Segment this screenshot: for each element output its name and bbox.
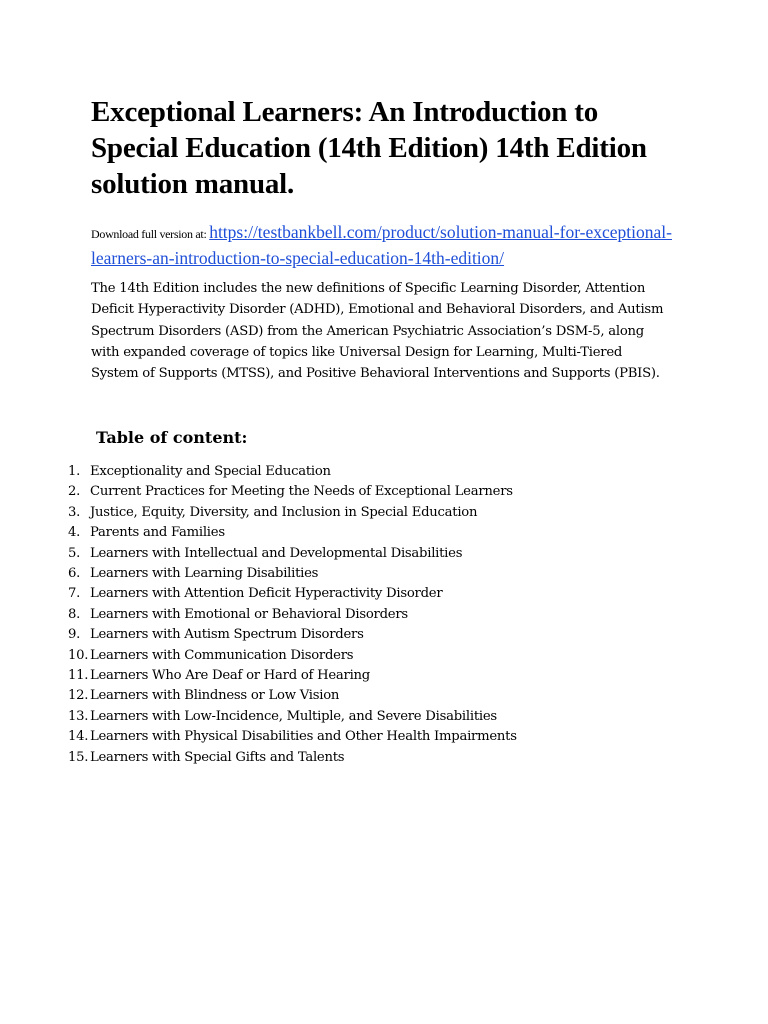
toc-item-15 (68, 748, 688, 768)
toc-item-text: Learners with Learning Disabilities (90, 566, 319, 582)
toc-item-text: Current Practices for Meeting the Needs of Exceptional Learners (90, 484, 513, 500)
toc-item-6 (68, 564, 688, 584)
toc-item-text: Learners Who Are Deaf or Hard of Hearing (90, 668, 370, 684)
toc-item-8 (68, 605, 688, 625)
toc-item-number: 12. (68, 688, 89, 704)
toc-item-text: Learners with Attention Deficit Hyperactivity Disorder (90, 586, 443, 602)
toc-item-text: Exceptionality and Special Education (90, 464, 331, 479)
toc-item-number: 5. (68, 545, 81, 561)
toc-item-4 (68, 523, 688, 543)
toc-item-number: 7. (68, 586, 81, 602)
toc-item-text: Learners with Emotional or Behavioral Disorders (90, 606, 408, 622)
toc-item-5 (68, 544, 688, 564)
toc-item-7 (68, 584, 688, 604)
toc-item-text: Learners with Intellectual and Developmental Disabilities (90, 545, 463, 561)
toc-item-number: 3. (68, 504, 81, 520)
toc-item-text: Learners with Autism Spectrum Disorders (90, 627, 364, 643)
toc-item-9 (68, 625, 688, 645)
toc-item-3 (68, 503, 688, 523)
toc-item-number: 13. (68, 708, 89, 724)
toc-item-number: 11. (68, 668, 89, 684)
toc-item-1 (68, 462, 688, 482)
toc-item-number: 10. (68, 647, 89, 663)
intro-paragraph: The 14th Edition includes the new definitions of Specific Learning Disorder, Attention Deficit Hyperactivity Disorder (ADHD), Emotional and Behavioral Disorders, and Autism Spectrum Disorders (ASD) from the American Psychiatric Association’s DSM-5, along with expanded coverage of topics like Universal Design for Learning, Multi-Tiered System of Supports (MTSS), and Positive Behavioral Interventions and Supports (PBIS). (91, 281, 664, 382)
toc-item-text: Justice, Equity, Diversity, and Inclusion in Special Education (90, 504, 478, 520)
toc-item-text: Parents and Families (90, 525, 225, 541)
toc-item-2 (68, 482, 688, 502)
download-line (91, 220, 691, 270)
toc-heading: Table of content: (96, 428, 248, 447)
toc-item-text: Learners with Special Gifts and Talents (90, 749, 345, 765)
toc-item-text: Learners with Communication Disorders (90, 647, 354, 663)
toc-item-text: Learners with Physical Disabilities and Other Health Impairments (90, 729, 517, 745)
toc-item-13 (68, 707, 688, 727)
toc-item-text: Learners with Blindness or Low Vision (90, 688, 340, 704)
toc-item-12 (68, 686, 688, 706)
download-link[interactable]: https://testbankbell.com/product/solution-manual-for-exceptional-learners-an-introduction-to-special-education-14th-edition/ (91, 222, 672, 268)
toc-item-number: 6. (68, 566, 81, 582)
toc-item-number: 14. (68, 729, 89, 745)
toc-list (68, 462, 688, 768)
download-label: Download full version at: (91, 227, 210, 241)
document-title: Exceptional Learners: An Introduction to Special Education (14th Edition) 14th Edition solution manual. (91, 96, 647, 200)
toc-item-number: 9. (68, 627, 81, 643)
toc-item-14 (68, 727, 688, 747)
toc-item-number: 8. (68, 606, 81, 622)
toc-item-number: 2. (68, 484, 81, 500)
toc-item-11 (68, 666, 688, 686)
toc-item-10 (68, 646, 688, 666)
toc-item-number: 1. (68, 464, 81, 479)
toc-item-number: 15. (68, 749, 89, 765)
toc-item-text: Learners with Low-Incidence, Multiple, and Severe Disabilities (90, 708, 497, 724)
toc-item-number: 4. (68, 525, 81, 541)
